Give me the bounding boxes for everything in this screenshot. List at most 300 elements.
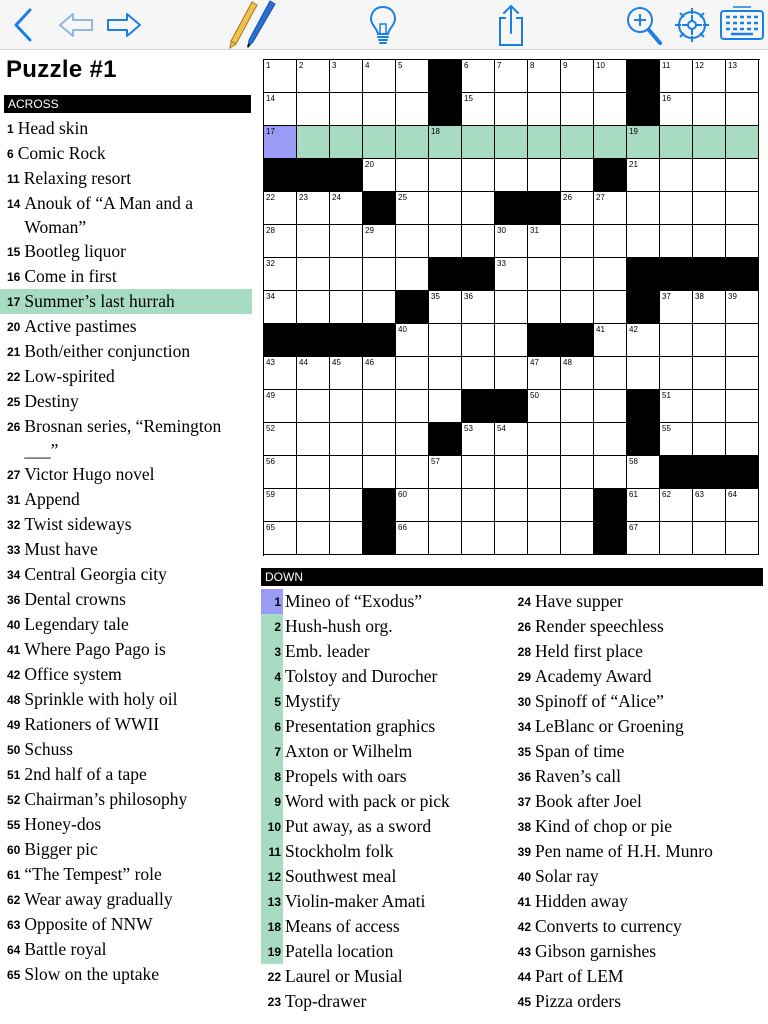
cell-number: 6 — [464, 61, 469, 70]
lightbulb-hint-icon[interactable] — [366, 0, 400, 50]
grid-cell[interactable] — [726, 423, 759, 456]
down-clue-7[interactable] — [261, 739, 509, 764]
grid-cell[interactable] — [495, 225, 528, 258]
grid-cell[interactable] — [660, 126, 693, 159]
grid-cell[interactable] — [297, 456, 330, 489]
grid-cell[interactable] — [264, 489, 297, 522]
grid-cell[interactable] — [693, 522, 726, 555]
grid-cell[interactable] — [660, 225, 693, 258]
grid-cell[interactable] — [495, 126, 528, 159]
grid-cell[interactable] — [528, 489, 561, 522]
grid-cell[interactable] — [660, 324, 693, 357]
across-clue-31[interactable] — [0, 487, 252, 512]
grid-cell[interactable] — [297, 489, 330, 522]
grid-cell[interactable] — [726, 159, 759, 192]
grid-cell[interactable] — [429, 522, 462, 555]
grid-cell[interactable] — [495, 522, 528, 555]
cell-number: 3 — [332, 61, 337, 70]
down-clue-42[interactable] — [511, 914, 767, 939]
grid-cell[interactable] — [660, 522, 693, 555]
keyboard-icon[interactable] — [718, 0, 766, 50]
down-clue-36[interactable] — [511, 764, 767, 789]
across-clue-65[interactable] — [0, 962, 252, 987]
grid-cell[interactable] — [627, 192, 660, 225]
grid-cell[interactable] — [297, 60, 330, 93]
across-clue-49[interactable] — [0, 712, 252, 737]
down-clue-13[interactable] — [261, 889, 509, 914]
grid-cell[interactable] — [561, 357, 594, 390]
clue-number: 34 — [517, 720, 531, 734]
black-square — [363, 489, 396, 522]
across-clue-60[interactable] — [0, 837, 252, 862]
grid-cell[interactable] — [660, 192, 693, 225]
grid-cell[interactable] — [693, 324, 726, 357]
clue-text: Legendary tale — [24, 614, 129, 634]
black-square — [693, 258, 726, 291]
grid-cell[interactable] — [693, 60, 726, 93]
grid-cell[interactable] — [462, 225, 495, 258]
grid-cell[interactable] — [396, 192, 429, 225]
grid-cell[interactable] — [660, 390, 693, 423]
grid-cell[interactable] — [594, 225, 627, 258]
across-clue-61[interactable] — [0, 862, 252, 887]
grid-cell[interactable] — [528, 423, 561, 456]
grid-cell[interactable] — [297, 93, 330, 126]
clue-text: Raven’s call — [535, 766, 622, 786]
grid-cell[interactable] — [396, 357, 429, 390]
cell-number: 62 — [662, 490, 671, 499]
black-square — [363, 522, 396, 555]
down-clue-29[interactable] — [511, 664, 767, 689]
grid-cell[interactable] — [561, 258, 594, 291]
down-clue-35[interactable] — [511, 739, 767, 764]
grid-cell[interactable] — [693, 423, 726, 456]
grid-cell[interactable] — [660, 357, 693, 390]
grid-cell[interactable] — [462, 489, 495, 522]
grid-cell[interactable] — [462, 522, 495, 555]
grid-cell[interactable] — [429, 192, 462, 225]
grid-cell[interactable] — [264, 423, 297, 456]
clue-text: Violin-maker Amati — [285, 891, 426, 911]
grid-cell[interactable] — [264, 192, 297, 225]
grid-cell[interactable] — [396, 93, 429, 126]
across-clue-36[interactable] — [0, 587, 252, 612]
grid-cell[interactable] — [594, 126, 627, 159]
grid-cell[interactable] — [594, 291, 627, 324]
down-clue-41[interactable] — [511, 889, 767, 914]
grid-cell[interactable] — [429, 126, 462, 159]
grid-cell[interactable] — [330, 192, 363, 225]
grid-cell[interactable] — [693, 192, 726, 225]
share-icon[interactable] — [494, 0, 528, 50]
down-clue-6[interactable] — [261, 714, 509, 739]
clue-text: Converts to currency — [535, 916, 682, 936]
grid-cell[interactable] — [462, 291, 495, 324]
clue-number: 26 — [517, 620, 531, 634]
clue-number: 10 — [261, 814, 283, 839]
pencil-pen-icon[interactable] — [226, 0, 280, 50]
grid-cell[interactable] — [429, 390, 462, 423]
grid-cell[interactable] — [693, 357, 726, 390]
grid-cell[interactable] — [726, 93, 759, 126]
grid-cell[interactable] — [396, 522, 429, 555]
grid-cell[interactable] — [693, 126, 726, 159]
grid-cell[interactable] — [726, 192, 759, 225]
grid-cell[interactable] — [462, 324, 495, 357]
grid-cell[interactable] — [429, 489, 462, 522]
grid-cell[interactable] — [627, 159, 660, 192]
grid-cell[interactable] — [462, 192, 495, 225]
down-clue-22[interactable] — [261, 964, 509, 989]
grid-cell[interactable] — [264, 225, 297, 258]
grid-cell[interactable] — [330, 423, 363, 456]
grid-cell[interactable] — [693, 291, 726, 324]
grid-cell[interactable] — [297, 192, 330, 225]
across-clue-6[interactable] — [0, 141, 252, 166]
across-clue-63[interactable] — [0, 912, 252, 937]
grid-cell[interactable] — [561, 390, 594, 423]
grid-cell[interactable] — [429, 324, 462, 357]
down-clue-12[interactable] — [261, 864, 509, 889]
grid-cell[interactable] — [264, 522, 297, 555]
grid-cell[interactable] — [726, 324, 759, 357]
grid-cell[interactable] — [264, 291, 297, 324]
cell-number: 32 — [266, 259, 275, 268]
grid-cell[interactable] — [363, 291, 396, 324]
grid-cell[interactable] — [627, 357, 660, 390]
cell-number: 15 — [464, 94, 473, 103]
down-clue-9[interactable] — [261, 789, 509, 814]
grid-cell[interactable] — [495, 93, 528, 126]
grid-cell[interactable] — [330, 357, 363, 390]
grid-cell[interactable] — [396, 423, 429, 456]
prev-arrow-icon[interactable] — [56, 0, 96, 50]
grid-cell[interactable] — [396, 60, 429, 93]
across-clue-1[interactable] — [0, 116, 252, 141]
grid-cell[interactable] — [693, 225, 726, 258]
grid-cell[interactable] — [396, 225, 429, 258]
grid-cell[interactable] — [528, 390, 561, 423]
grid-cell[interactable] — [330, 291, 363, 324]
across-clue-62[interactable] — [0, 887, 252, 912]
clue-text: Means of access — [285, 916, 400, 936]
across-clue-11[interactable] — [0, 166, 252, 191]
grid-cell[interactable] — [396, 126, 429, 159]
grid-cell[interactable] — [594, 258, 627, 291]
across-clue-21[interactable] — [0, 339, 252, 364]
grid-cell[interactable] — [363, 225, 396, 258]
across-clue-50[interactable] — [0, 737, 252, 762]
down-clue-26[interactable] — [511, 614, 767, 639]
grid-cell[interactable] — [594, 423, 627, 456]
grid-cell[interactable] — [627, 456, 660, 489]
cell-number: 5 — [398, 61, 403, 70]
down-clue-10[interactable] — [261, 814, 509, 839]
down-clue-45[interactable] — [511, 989, 767, 1014]
grid-cell[interactable] — [330, 522, 363, 555]
grid-cell[interactable] — [495, 291, 528, 324]
grid-cell[interactable] — [297, 126, 330, 159]
grid-cell[interactable] — [693, 489, 726, 522]
grid-cell[interactable] — [660, 93, 693, 126]
clue-text: Battle royal — [24, 939, 107, 959]
grid-cell[interactable] — [726, 126, 759, 159]
across-clue-52[interactable] — [0, 787, 252, 812]
back-arrow-icon[interactable] — [6, 0, 40, 50]
grid-cell[interactable] — [594, 456, 627, 489]
zoom-in-icon[interactable] — [624, 0, 664, 50]
grid-cell[interactable] — [528, 357, 561, 390]
grid-cell[interactable] — [528, 522, 561, 555]
grid-cell[interactable] — [528, 126, 561, 159]
across-clue-51[interactable] — [0, 762, 252, 787]
grid-cell[interactable] — [495, 489, 528, 522]
down-clue-2[interactable] — [261, 614, 509, 639]
grid-cell[interactable] — [330, 456, 363, 489]
grid-cell[interactable] — [495, 357, 528, 390]
clue-number: 13 — [261, 889, 283, 914]
grid-cell[interactable] — [561, 522, 594, 555]
grid-cell[interactable] — [363, 159, 396, 192]
across-clue-list — [0, 116, 252, 987]
down-clue-40[interactable] — [511, 864, 767, 889]
grid-cell[interactable] — [561, 423, 594, 456]
grid-cell[interactable] — [726, 60, 759, 93]
across-clue-34[interactable] — [0, 562, 252, 587]
grid-cell[interactable] — [396, 324, 429, 357]
grid-cell[interactable] — [429, 225, 462, 258]
grid-cell[interactable] — [528, 159, 561, 192]
across-clue-22[interactable] — [0, 364, 252, 389]
grid-cell[interactable] — [330, 489, 363, 522]
grid-cell[interactable] — [297, 390, 330, 423]
cell-number: 19 — [629, 127, 638, 136]
down-clue-43[interactable] — [511, 939, 767, 964]
down-clue-1[interactable] — [261, 589, 509, 614]
clue-text: Stockholm folk — [285, 841, 394, 861]
grid-cell[interactable] — [594, 357, 627, 390]
grid-cell[interactable] — [561, 291, 594, 324]
grid-cell[interactable] — [363, 357, 396, 390]
grid-cell[interactable] — [594, 324, 627, 357]
across-clue-26[interactable] — [0, 414, 252, 462]
cell-number: 43 — [266, 358, 275, 367]
grid-cell[interactable] — [495, 456, 528, 489]
grid-cell[interactable] — [627, 126, 660, 159]
grid-cell[interactable] — [462, 159, 495, 192]
grid-cell[interactable] — [264, 60, 297, 93]
across-clue-15[interactable] — [0, 239, 252, 264]
grid-cell[interactable] — [726, 522, 759, 555]
grid-cell[interactable] — [429, 357, 462, 390]
grid-cell[interactable] — [297, 291, 330, 324]
grid-cell[interactable] — [561, 93, 594, 126]
next-arrow-icon[interactable] — [104, 0, 144, 50]
down-clue-3[interactable] — [261, 639, 509, 664]
down-clue-18[interactable] — [261, 914, 509, 939]
grid-cell[interactable] — [660, 60, 693, 93]
across-clue-33[interactable] — [0, 537, 252, 562]
cell-number: 53 — [464, 424, 473, 433]
grid-cell[interactable] — [462, 423, 495, 456]
grid-cell[interactable] — [627, 489, 660, 522]
down-clue-37[interactable] — [511, 789, 767, 814]
grid-cell[interactable] — [561, 225, 594, 258]
grid-cell[interactable] — [264, 126, 297, 159]
across-clue-40[interactable] — [0, 612, 252, 637]
grid-cell[interactable] — [495, 258, 528, 291]
down-clue-11[interactable] — [261, 839, 509, 864]
grid-cell[interactable] — [264, 357, 297, 390]
grid-cell[interactable] — [396, 390, 429, 423]
grid-cell[interactable] — [429, 159, 462, 192]
grid-cell[interactable] — [330, 93, 363, 126]
grid-cell[interactable] — [363, 258, 396, 291]
clue-text: Opposite of NNW — [24, 914, 153, 934]
grid-cell[interactable] — [363, 126, 396, 159]
grid-cell[interactable] — [693, 159, 726, 192]
grid-cell[interactable] — [627, 225, 660, 258]
across-clue-55[interactable] — [0, 812, 252, 837]
black-square — [594, 489, 627, 522]
grid-cell[interactable] — [297, 522, 330, 555]
grid-cell[interactable] — [594, 93, 627, 126]
grid-cell[interactable] — [297, 258, 330, 291]
grid-cell[interactable] — [594, 192, 627, 225]
grid-cell[interactable] — [363, 423, 396, 456]
grid-cell[interactable] — [462, 456, 495, 489]
down-clue-5[interactable] — [261, 689, 509, 714]
down-clue-44[interactable] — [511, 964, 767, 989]
grid-cell[interactable] — [528, 60, 561, 93]
grid-cell[interactable] — [264, 93, 297, 126]
grid-cell[interactable] — [726, 225, 759, 258]
grid-cell[interactable] — [462, 357, 495, 390]
down-clue-8[interactable] — [261, 764, 509, 789]
clue-number: 61 — [7, 868, 21, 882]
across-clue-42[interactable] — [0, 662, 252, 687]
down-clue-23[interactable] — [261, 989, 509, 1014]
grid-cell[interactable] — [330, 126, 363, 159]
grid-cell[interactable] — [462, 60, 495, 93]
grid-cell[interactable] — [528, 225, 561, 258]
grid-cell[interactable] — [660, 423, 693, 456]
grid-cell[interactable] — [495, 423, 528, 456]
down-clue-4[interactable] — [261, 664, 509, 689]
grid-cell[interactable] — [264, 390, 297, 423]
grid-cell[interactable] — [528, 93, 561, 126]
grid-cell[interactable] — [264, 456, 297, 489]
grid-cell[interactable] — [363, 390, 396, 423]
grid-cell[interactable] — [495, 324, 528, 357]
grid-cell[interactable] — [561, 60, 594, 93]
grid-cell[interactable] — [660, 489, 693, 522]
grid-cell[interactable] — [495, 159, 528, 192]
across-clue-16[interactable] — [0, 264, 252, 289]
grid-cell[interactable] — [330, 390, 363, 423]
grid-cell[interactable] — [726, 291, 759, 324]
grid-cell[interactable] — [330, 258, 363, 291]
across-clue-17[interactable] — [0, 289, 252, 314]
grid-cell[interactable] — [627, 522, 660, 555]
grid-cell[interactable] — [330, 225, 363, 258]
grid-cell[interactable] — [594, 390, 627, 423]
grid-cell[interactable] — [726, 357, 759, 390]
grid-cell[interactable] — [495, 60, 528, 93]
down-clue-28[interactable] — [511, 639, 767, 664]
grid-cell[interactable] — [660, 159, 693, 192]
grid-cell[interactable] — [429, 456, 462, 489]
clue-text: Slow on the uptake — [24, 964, 159, 984]
grid-cell[interactable] — [561, 456, 594, 489]
grid-cell[interactable] — [561, 489, 594, 522]
clue-number: 3 — [261, 639, 283, 664]
across-clue-41[interactable] — [0, 637, 252, 662]
across-clue-48[interactable] — [0, 687, 252, 712]
grid-cell[interactable] — [726, 489, 759, 522]
grid-cell[interactable] — [660, 291, 693, 324]
down-clue-39[interactable] — [511, 839, 767, 864]
grid-cell[interactable] — [330, 60, 363, 93]
grid-cell[interactable] — [396, 159, 429, 192]
across-clue-20[interactable] — [0, 314, 252, 339]
grid-cell[interactable] — [528, 258, 561, 291]
across-clue-25[interactable] — [0, 389, 252, 414]
grid-cell[interactable] — [528, 291, 561, 324]
across-clue-64[interactable] — [0, 937, 252, 962]
grid-cell[interactable] — [396, 258, 429, 291]
clue-number: 23 — [267, 995, 281, 1009]
grid-cell[interactable] — [693, 390, 726, 423]
grid-cell[interactable] — [297, 357, 330, 390]
across-clue-14[interactable] — [0, 191, 252, 239]
down-clue-30[interactable] — [511, 689, 767, 714]
black-square — [363, 324, 396, 357]
clue-number: 65 — [7, 968, 21, 982]
clue-number: 1 — [7, 122, 14, 136]
grid-cell[interactable] — [561, 192, 594, 225]
grid-cell[interactable] — [726, 390, 759, 423]
grid-cell[interactable] — [627, 324, 660, 357]
grid-cell[interactable] — [594, 60, 627, 93]
grid-cell[interactable] — [363, 60, 396, 93]
down-clue-34[interactable] — [511, 714, 767, 739]
settings-gear-icon[interactable] — [672, 0, 712, 50]
across-clue-27[interactable] — [0, 462, 252, 487]
clue-number: 32 — [7, 518, 21, 532]
grid-cell[interactable] — [264, 258, 297, 291]
across-clue-32[interactable] — [0, 512, 252, 537]
grid-cell[interactable] — [462, 93, 495, 126]
cell-number: 31 — [530, 226, 539, 235]
grid-cell[interactable] — [363, 93, 396, 126]
grid-cell[interactable] — [528, 456, 561, 489]
grid-cell[interactable] — [396, 489, 429, 522]
grid-cell[interactable] — [462, 126, 495, 159]
grid-cell[interactable] — [297, 225, 330, 258]
grid-cell[interactable] — [429, 291, 462, 324]
grid-cell[interactable] — [693, 93, 726, 126]
grid-cell[interactable] — [561, 126, 594, 159]
grid-cell[interactable] — [396, 456, 429, 489]
down-clue-38[interactable] — [511, 814, 767, 839]
clue-number: 12 — [261, 864, 283, 889]
grid-cell[interactable] — [363, 456, 396, 489]
down-clue-19[interactable] — [261, 939, 509, 964]
grid-cell[interactable] — [297, 423, 330, 456]
down-clue-24[interactable] — [511, 589, 767, 614]
grid-cell[interactable] — [561, 159, 594, 192]
